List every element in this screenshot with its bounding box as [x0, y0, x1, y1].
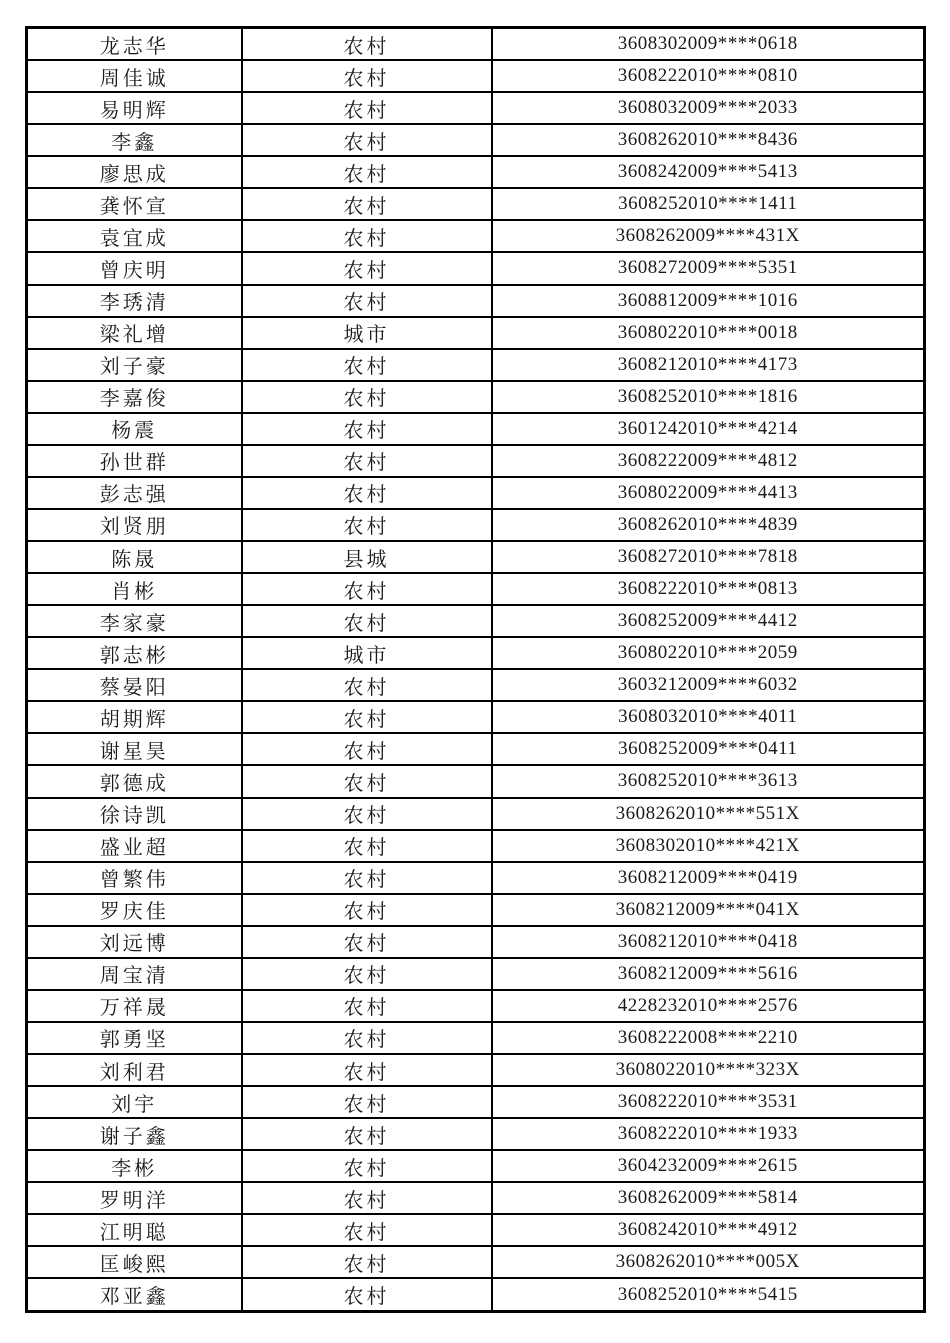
region-cell: 农村 [242, 188, 492, 220]
name-cell: 龚怀宣 [27, 188, 242, 220]
name-cell: 刘远博 [27, 926, 242, 958]
table-row [27, 381, 925, 413]
name-cell: 郭勇坚 [27, 1022, 242, 1054]
id-number-cell: 3608222010****3531 [492, 1086, 925, 1118]
name-cell: 周宝清 [27, 958, 242, 990]
table-row [27, 926, 925, 958]
id-number-cell: 3608252010****1411 [492, 188, 925, 220]
table-row [27, 188, 925, 220]
region-cell: 农村 [242, 862, 492, 894]
region-cell: 农村 [242, 1086, 492, 1118]
name-cell: 刘子豪 [27, 349, 242, 381]
id-number-cell: 3608222008****2210 [492, 1022, 925, 1054]
name-cell: 蔡晏阳 [27, 669, 242, 701]
region-cell: 农村 [242, 669, 492, 701]
id-number-cell: 3608262010****005X [492, 1246, 925, 1278]
id-number-cell: 3608032010****4011 [492, 701, 925, 733]
id-number-cell: 3604232009****2615 [492, 1150, 925, 1182]
name-cell: 曾繁伟 [27, 862, 242, 894]
table-row [27, 1118, 925, 1150]
name-cell: 曾庆明 [27, 252, 242, 284]
id-number-cell: 3608222009****4812 [492, 445, 925, 477]
name-cell: 李琇清 [27, 285, 242, 317]
id-number-cell: 3608262010****551X [492, 798, 925, 830]
id-number-cell: 3608212009****0419 [492, 862, 925, 894]
region-cell: 农村 [242, 285, 492, 317]
table-row [27, 28, 925, 61]
name-cell: 肖彬 [27, 573, 242, 605]
region-cell: 农村 [242, 926, 492, 958]
region-cell: 农村 [242, 1118, 492, 1150]
region-cell: 农村 [242, 1054, 492, 1086]
name-cell: 徐诗凯 [27, 798, 242, 830]
table-row [27, 1246, 925, 1278]
region-cell: 农村 [242, 220, 492, 252]
name-cell: 袁宜成 [27, 220, 242, 252]
region-cell: 农村 [242, 990, 492, 1022]
name-cell: 李嘉俊 [27, 381, 242, 413]
region-cell: 农村 [242, 765, 492, 797]
table-row [27, 413, 925, 445]
id-number-cell: 3608272010****7818 [492, 541, 925, 573]
region-cell: 农村 [242, 830, 492, 862]
region-cell: 农村 [242, 28, 492, 61]
table-row [27, 1150, 925, 1182]
id-number-cell: 3608022010****323X [492, 1054, 925, 1086]
table-row [27, 285, 925, 317]
id-number-cell: 3608262009****5814 [492, 1182, 925, 1214]
id-number-cell: 3608262009****431X [492, 220, 925, 252]
id-number-cell: 3608262010****4839 [492, 509, 925, 541]
id-number-cell: 3608252010****5415 [492, 1278, 925, 1311]
id-number-cell: 3608022010****2059 [492, 637, 925, 669]
name-cell: 李鑫 [27, 124, 242, 156]
region-cell: 农村 [242, 509, 492, 541]
id-number-cell: 3608272009****5351 [492, 252, 925, 284]
id-number-cell: 3608032009****2033 [492, 92, 925, 124]
table-row [27, 1214, 925, 1246]
table-row [27, 156, 925, 188]
name-cell: 孙世群 [27, 445, 242, 477]
region-cell: 农村 [242, 445, 492, 477]
table-row [27, 1182, 925, 1214]
id-number-cell: 3601242010****4214 [492, 413, 925, 445]
region-cell: 农村 [242, 605, 492, 637]
id-number-cell: 3608242010****4912 [492, 1214, 925, 1246]
table-row [27, 798, 925, 830]
table-row [27, 509, 925, 541]
table-row [27, 252, 925, 284]
region-cell: 农村 [242, 573, 492, 605]
name-cell: 胡期辉 [27, 701, 242, 733]
table-row [27, 541, 925, 573]
region-cell: 农村 [242, 1246, 492, 1278]
table-row [27, 1054, 925, 1086]
region-cell: 农村 [242, 1278, 492, 1311]
id-number-cell: 3608022009****4413 [492, 477, 925, 509]
region-cell: 农村 [242, 1182, 492, 1214]
id-number-cell: 3608212009****5616 [492, 958, 925, 990]
name-cell: 李彬 [27, 1150, 242, 1182]
name-cell: 梁礼增 [27, 317, 242, 349]
table-row [27, 605, 925, 637]
id-number-cell: 3608222010****0810 [492, 60, 925, 92]
id-number-cell: 3608212010****4173 [492, 349, 925, 381]
table-row [27, 477, 925, 509]
name-cell: 杨震 [27, 413, 242, 445]
region-cell: 农村 [242, 1150, 492, 1182]
region-cell: 农村 [242, 894, 492, 926]
name-cell: 罗明洋 [27, 1182, 242, 1214]
table-row [27, 733, 925, 765]
table-row [27, 1022, 925, 1054]
id-number-cell: 3608252010****3613 [492, 765, 925, 797]
table-row [27, 958, 925, 990]
table-row [27, 445, 925, 477]
name-cell: 郭德成 [27, 765, 242, 797]
name-cell: 盛业超 [27, 830, 242, 862]
table-row [27, 1086, 925, 1118]
region-cell: 城市 [242, 317, 492, 349]
name-cell: 陈晟 [27, 541, 242, 573]
table-row [27, 92, 925, 124]
region-cell: 农村 [242, 252, 492, 284]
id-number-cell: 3608222010****1933 [492, 1118, 925, 1150]
id-number-cell: 3608212009****041X [492, 894, 925, 926]
table-row [27, 124, 925, 156]
name-cell: 彭志强 [27, 477, 242, 509]
id-number-cell: 3608252009****0411 [492, 733, 925, 765]
name-cell: 刘贤朋 [27, 509, 242, 541]
roster-table-body [27, 28, 925, 1312]
name-cell: 匡峻熙 [27, 1246, 242, 1278]
id-number-cell: 3608022010****0018 [492, 317, 925, 349]
table-row [27, 60, 925, 92]
region-cell: 农村 [242, 1214, 492, 1246]
region-cell: 农村 [242, 349, 492, 381]
name-cell: 罗庆佳 [27, 894, 242, 926]
name-cell: 龙志华 [27, 28, 242, 61]
name-cell: 万祥晟 [27, 990, 242, 1022]
region-cell: 农村 [242, 701, 492, 733]
name-cell: 周佳诚 [27, 60, 242, 92]
table-row [27, 349, 925, 381]
id-number-cell: 3608262010****8436 [492, 124, 925, 156]
id-number-cell: 3608302010****421X [492, 830, 925, 862]
id-number-cell: 4228232010****2576 [492, 990, 925, 1022]
id-number-cell: 3608812009****1016 [492, 285, 925, 317]
name-cell: 廖思成 [27, 156, 242, 188]
name-cell: 江明聪 [27, 1214, 242, 1246]
region-cell: 农村 [242, 60, 492, 92]
region-cell: 农村 [242, 958, 492, 990]
table-row [27, 830, 925, 862]
roster-table [25, 26, 926, 1313]
region-cell: 农村 [242, 124, 492, 156]
region-cell: 农村 [242, 733, 492, 765]
id-number-cell: 3608222010****0813 [492, 573, 925, 605]
region-cell: 城市 [242, 637, 492, 669]
region-cell: 农村 [242, 413, 492, 445]
name-cell: 谢星昊 [27, 733, 242, 765]
name-cell: 刘宇 [27, 1086, 242, 1118]
table-row [27, 669, 925, 701]
region-cell: 农村 [242, 156, 492, 188]
table-row [27, 637, 925, 669]
id-number-cell: 3608252010****1816 [492, 381, 925, 413]
region-cell: 农村 [242, 381, 492, 413]
region-cell: 农村 [242, 477, 492, 509]
region-cell: 农村 [242, 92, 492, 124]
region-cell: 农村 [242, 1022, 492, 1054]
id-number-cell: 3608252009****4412 [492, 605, 925, 637]
table-row [27, 317, 925, 349]
region-cell: 县城 [242, 541, 492, 573]
name-cell: 谢子鑫 [27, 1118, 242, 1150]
name-cell: 刘利君 [27, 1054, 242, 1086]
table-row [27, 701, 925, 733]
table-row [27, 765, 925, 797]
name-cell: 易明辉 [27, 92, 242, 124]
table-row [27, 894, 925, 926]
table-row [27, 990, 925, 1022]
region-cell: 农村 [242, 798, 492, 830]
name-cell: 李家豪 [27, 605, 242, 637]
id-number-cell: 3608242009****5413 [492, 156, 925, 188]
table-row [27, 220, 925, 252]
table-row [27, 573, 925, 605]
id-number-cell: 3608212010****0418 [492, 926, 925, 958]
table-row [27, 862, 925, 894]
name-cell: 邓亚鑫 [27, 1278, 242, 1311]
name-cell: 郭志彬 [27, 637, 242, 669]
table-row [27, 1278, 925, 1311]
id-number-cell: 3603212009****6032 [492, 669, 925, 701]
id-number-cell: 3608302009****0618 [492, 28, 925, 61]
